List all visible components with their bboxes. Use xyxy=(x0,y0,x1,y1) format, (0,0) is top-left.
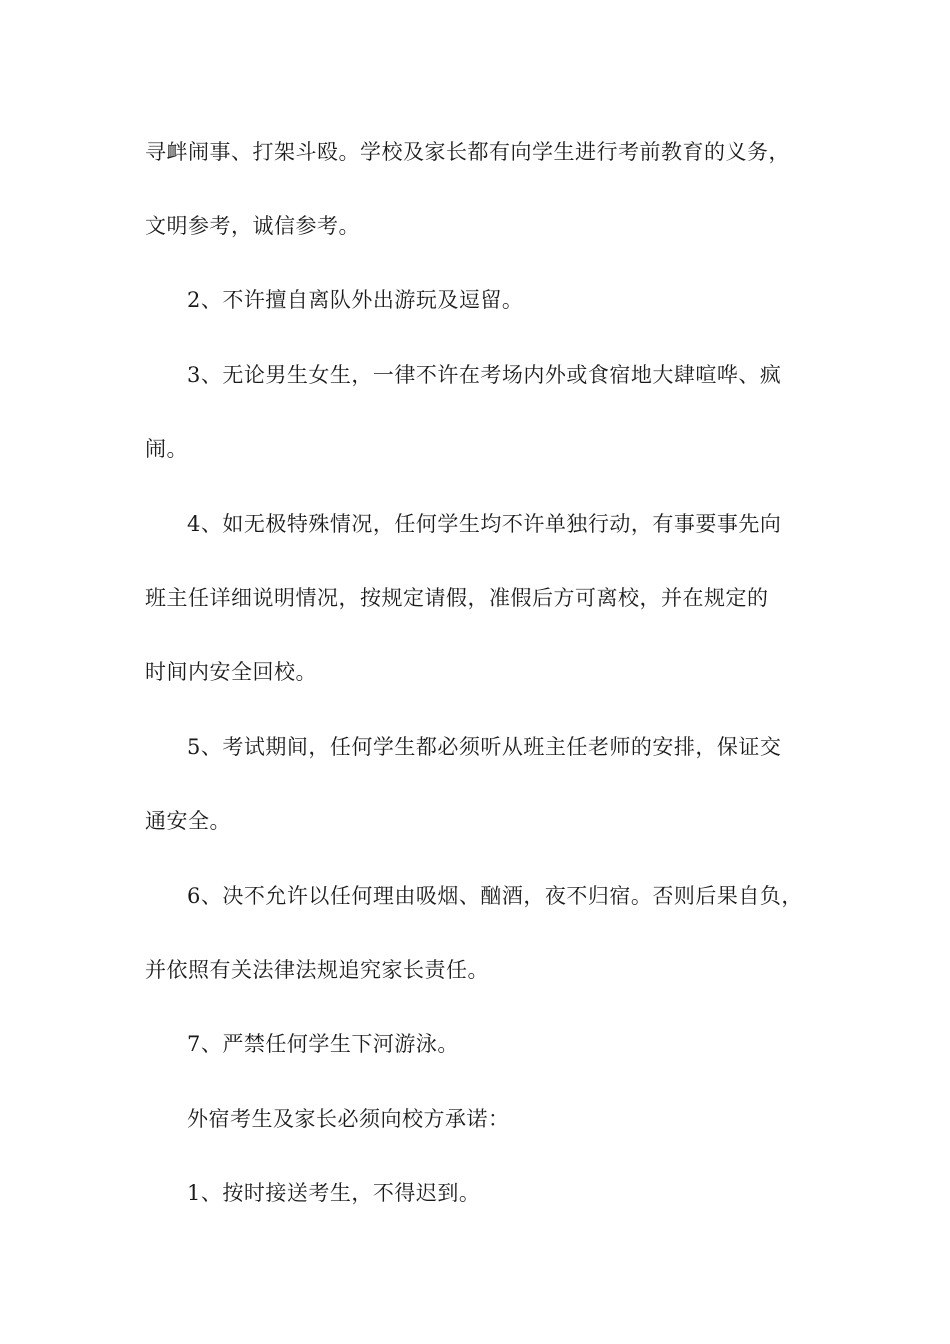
list-item-7: 7、严禁任何学生下河游泳。 xyxy=(187,1032,459,1056)
list-item-5: 5、考试期间，任何学生都必须听从班主任老师的安排，保证交 xyxy=(187,735,782,759)
text-line: 寻衅闹事、打架斗殴。学校及家长都有向学生进行考前教育的义务， xyxy=(145,140,790,164)
list-item-3: 3、无论男生女生，一律不许在考场内外或食宿地大肆喧哗、疯 xyxy=(187,363,782,387)
text-line: 通安全。 xyxy=(145,809,231,833)
text-line: 闹。 xyxy=(145,437,188,461)
text-line: 班主任详细说明情况，按规定请假，准假后方可离校，并在规定的 xyxy=(145,586,769,610)
list-item-2: 2、不许擅自离队外出游玩及逗留。 xyxy=(187,288,524,312)
text-line: 并依照有关法律法规追究家长责任。 xyxy=(145,958,489,982)
list-item-4: 4、如无极特殊情况，任何学生均不许单独行动，有事要事先向 xyxy=(187,512,782,536)
list-item-6: 6、决不允许以任何理由吸烟、酗酒，夜不归宿。否则后果自负， xyxy=(187,884,803,908)
list-item-1: 1、按时接送考生，不得迟到。 xyxy=(187,1181,481,1205)
section-heading: 外宿考生及家长必须向校方承诺： xyxy=(187,1107,510,1131)
text-line: 文明参考，诚信参考。 xyxy=(145,214,360,238)
text-line: 时间内安全回校。 xyxy=(145,660,317,684)
